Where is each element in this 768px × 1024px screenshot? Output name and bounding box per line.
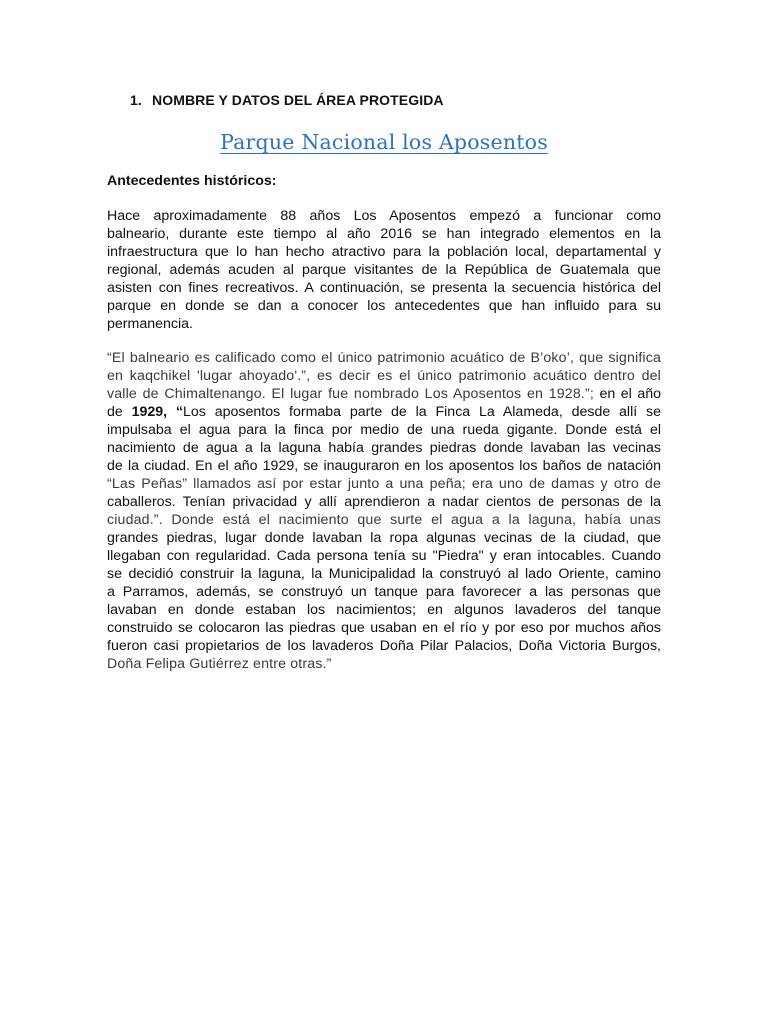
quote-line: en kaqchikel 'lugar ahoyado'.”, es decir es el único patrimonio acuático dentro del bbox=[107, 368, 661, 384]
paragraph-line: Hace aproximadamente 88 años Los Aposentos empezó a funcionar como bbox=[107, 208, 661, 224]
paragraph-line: a Parramos, además, se construyó un tanque para favorecer a las personas que bbox=[107, 584, 661, 600]
document-title: Parque Nacional los Aposentos bbox=[220, 130, 548, 154]
subheading-antecedentes: Antecedentes históricos: bbox=[107, 173, 277, 189]
paragraph-line: asisten con fines recreativos. A continuación, se presenta la secuencia histórica del bbox=[107, 280, 661, 296]
quote-line: Doña Felipa Gutiérrez entre otras.” bbox=[107, 656, 332, 672]
paragraph-line: permanencia. bbox=[107, 316, 193, 332]
paragraph-intro bbox=[107, 207, 661, 333]
paragraph-line: nacimiento de agua a la laguna había grandes piedras donde lavaban las vecinas bbox=[107, 440, 661, 456]
quote-fragment: ciudad.”. bbox=[107, 512, 163, 528]
paragraph-line: infraestructura que lo han hecho atractivo para la población local, departamental y bbox=[107, 244, 661, 260]
section-title: NOMBRE Y DATOS DEL ÁREA PROTEGIDA bbox=[152, 92, 444, 108]
paragraph-line: regional, además acuden al parque visitantes de la República de Guatemala que bbox=[107, 262, 661, 278]
quote-line: “El balneario es calificado como el único patrimonio acuático de B’oko’, que significa bbox=[107, 350, 661, 366]
paragraph-line: parque en donde se dan a conocer los antecedentes que han influido para su bbox=[107, 298, 661, 314]
quote-fragment: valle de Chimaltenango. El lugar fue nombrado Los Aposentos en 1928.”; bbox=[107, 386, 594, 402]
text-fragment: Donde está el nacimiento que surte el agua a la laguna, había unas bbox=[162, 512, 661, 528]
paragraph-line: de la ciudad. En el año 1929, se inauguraron en los aposentos los baños de natación bbox=[107, 458, 661, 474]
section-heading bbox=[130, 92, 444, 108]
paragraph-line: caballeros. Tenían privacidad y allí aprendieron a nadar cientos de personas de la bbox=[107, 494, 661, 510]
paragraph-line-mixed bbox=[107, 403, 661, 421]
paragraph-line: balneario, durante este tiempo al año 2016 se han integrado elementos en la bbox=[107, 226, 661, 242]
bold-year: 1929, “ bbox=[131, 404, 184, 420]
paragraph-line: se decidió construir la laguna, la Municipalidad la construyó al lado Oriente, camino bbox=[107, 566, 661, 582]
text-fragment: en el año bbox=[593, 386, 662, 402]
paragraph-line-mixed bbox=[107, 511, 661, 529]
quote-line: “Las Peñas” llamados así por estar junto a una peña; era uno de damas y otro de bbox=[107, 476, 661, 492]
paragraph-line: construido se colocaron las piedras que usaban en el río y por eso por muchos años bbox=[107, 620, 661, 636]
paragraph-line: fueron casi propietarios de los lavaderos Doña Pilar Palacios, Doña Victoria Burgos, bbox=[107, 638, 661, 654]
paragraph-line: grandes piedras, lugar donde lavaban la ropa algunas vecinas de la ciudad, que bbox=[107, 530, 661, 546]
text-fragment: Los aposentos formaba parte de la Finca La Alameda, desde allí se bbox=[183, 404, 661, 420]
paragraph-line: impulsaba el agua para la finca por medio de una rueda gigante. Donde está el bbox=[107, 422, 661, 438]
paragraph-line: lavaban en donde estaban los nacimientos; en algunos lavaderos del tanque bbox=[107, 602, 661, 618]
paragraph-line: llegaban con regularidad. Cada persona tenía su "Piedra" y eran intocables. Cuando bbox=[107, 548, 661, 564]
section-number: 1. bbox=[130, 92, 142, 108]
text-fragment: de bbox=[107, 404, 132, 420]
paragraph-line-mixed bbox=[107, 385, 661, 403]
paragraph-history-quote bbox=[107, 349, 661, 673]
